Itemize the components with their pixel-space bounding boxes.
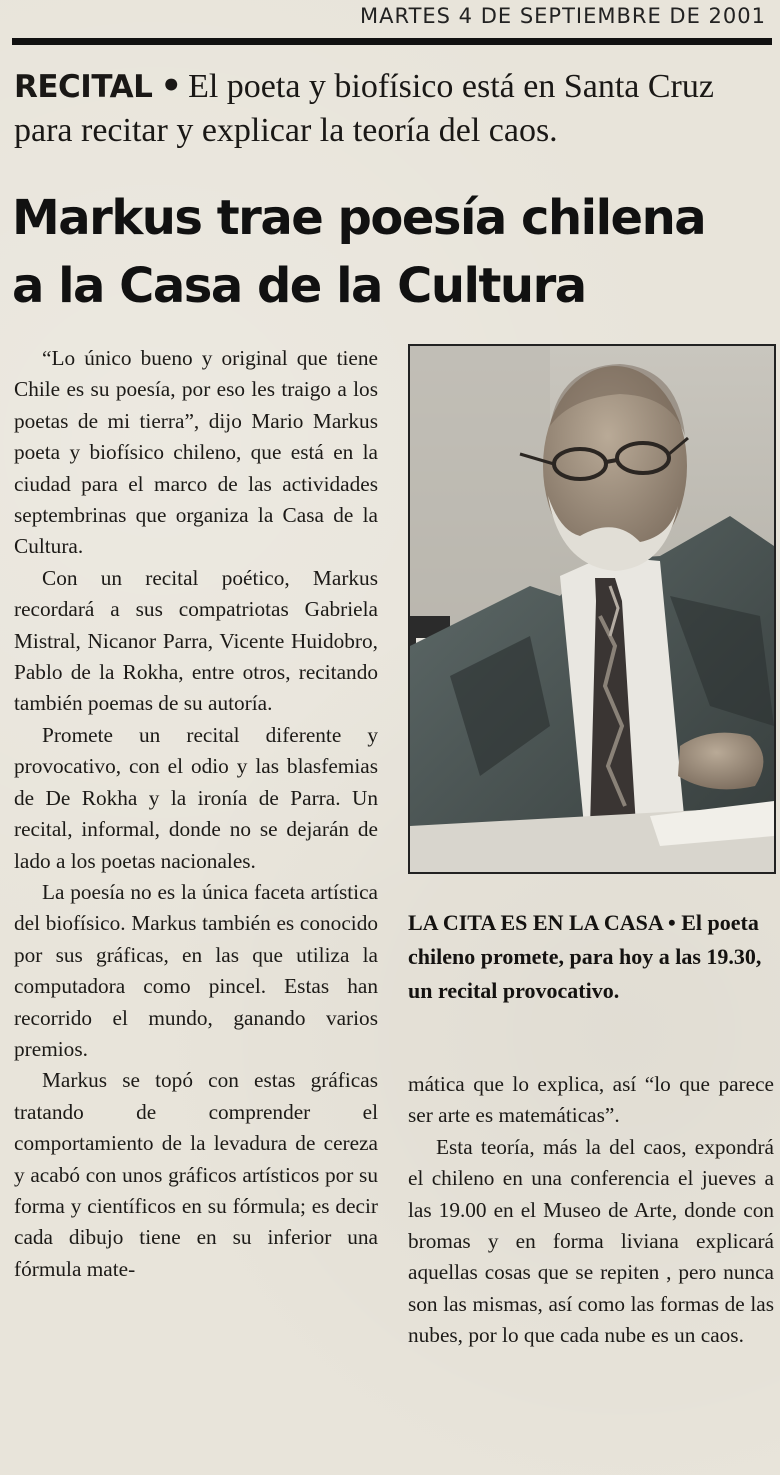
kicker-bullet: • [160, 66, 183, 106]
photo-illustration [410, 346, 774, 872]
paragraph-5-continued: mática que lo explica, así “lo que parece ser arte es matemáticas”. [408, 1072, 774, 1128]
photo-caption: LA CITA ES EN LA CASA • El poeta chileno promete, para hoy a las 19.30, un recital provocativo. [408, 910, 762, 1003]
paragraph-3: Promete un recital diferente y provocativo, con el odio y las blasfemias de De Rokha y la ironía de Parra. Un recital, informal, donde no se dejarán de lado a los poetas nacionales. [14, 722, 378, 873]
article-column-right [408, 1069, 774, 1352]
deck-text: El poeta y biofísico está en Santa Cruz para recitar y explicar la teoría del caos. [14, 68, 714, 149]
paragraph-6: Esta teoría, más la del caos, expondrá el chileno en una conferencia el jueves a las 19.00 en el Museo de Arte, donde con bromas y en forma liviana explicará aquellas cosas que se repiten , pero nunca son las mismas, así como las formas de las nubes, por lo que cada nube es un caos. [408, 1134, 774, 1348]
paragraph-1: “Lo único bueno y original que tiene Chile es su poesía, por eso les traigo a los poetas de mi tierra”, dijo Mario Markus poeta y biofísico chileno, que está en la ciudad para el marco de las actividades septembrinas que organiza la Casa de la Cultura. [14, 346, 378, 559]
headline-line-2: a la Casa de la Cultura [12, 258, 586, 314]
paragraph-2: Con un recital poético, Markus recordará a sus compatriotas Gabriela Mistral, Nicanor Parra, Vicente Huidobro, Pablo de la Rokha, entre otros, recitando también poemas de su autoría. [14, 565, 378, 716]
headline [12, 184, 778, 320]
photo-poet [408, 344, 776, 874]
article-column-left [14, 343, 378, 1285]
headline-line-1: Markus trae poesía chilena [12, 190, 706, 246]
header-rule [12, 38, 772, 45]
paragraph-4: La poesía no es la única faceta artística del biofísico. Markus también es conocido por sus gráficas, en las que utiliza la computadora como pincel. Estas han recorrido el mundo, ganando varios premios. [14, 879, 378, 1061]
kicker: RECITAL [14, 69, 153, 105]
paragraph-5: Markus se topó con estas gráficas tratando de comprender el comportamiento de la levadura de cereza y acabó con unos gráficos artísticos por su forma y científicos en su fórmula; es decir cada dibujo tiene en su inferior una fórmula mate- [14, 1068, 378, 1281]
deck [14, 64, 774, 153]
dateline: MARTES 4 DE SEPTIEMBRE DE 2001 [360, 4, 766, 28]
